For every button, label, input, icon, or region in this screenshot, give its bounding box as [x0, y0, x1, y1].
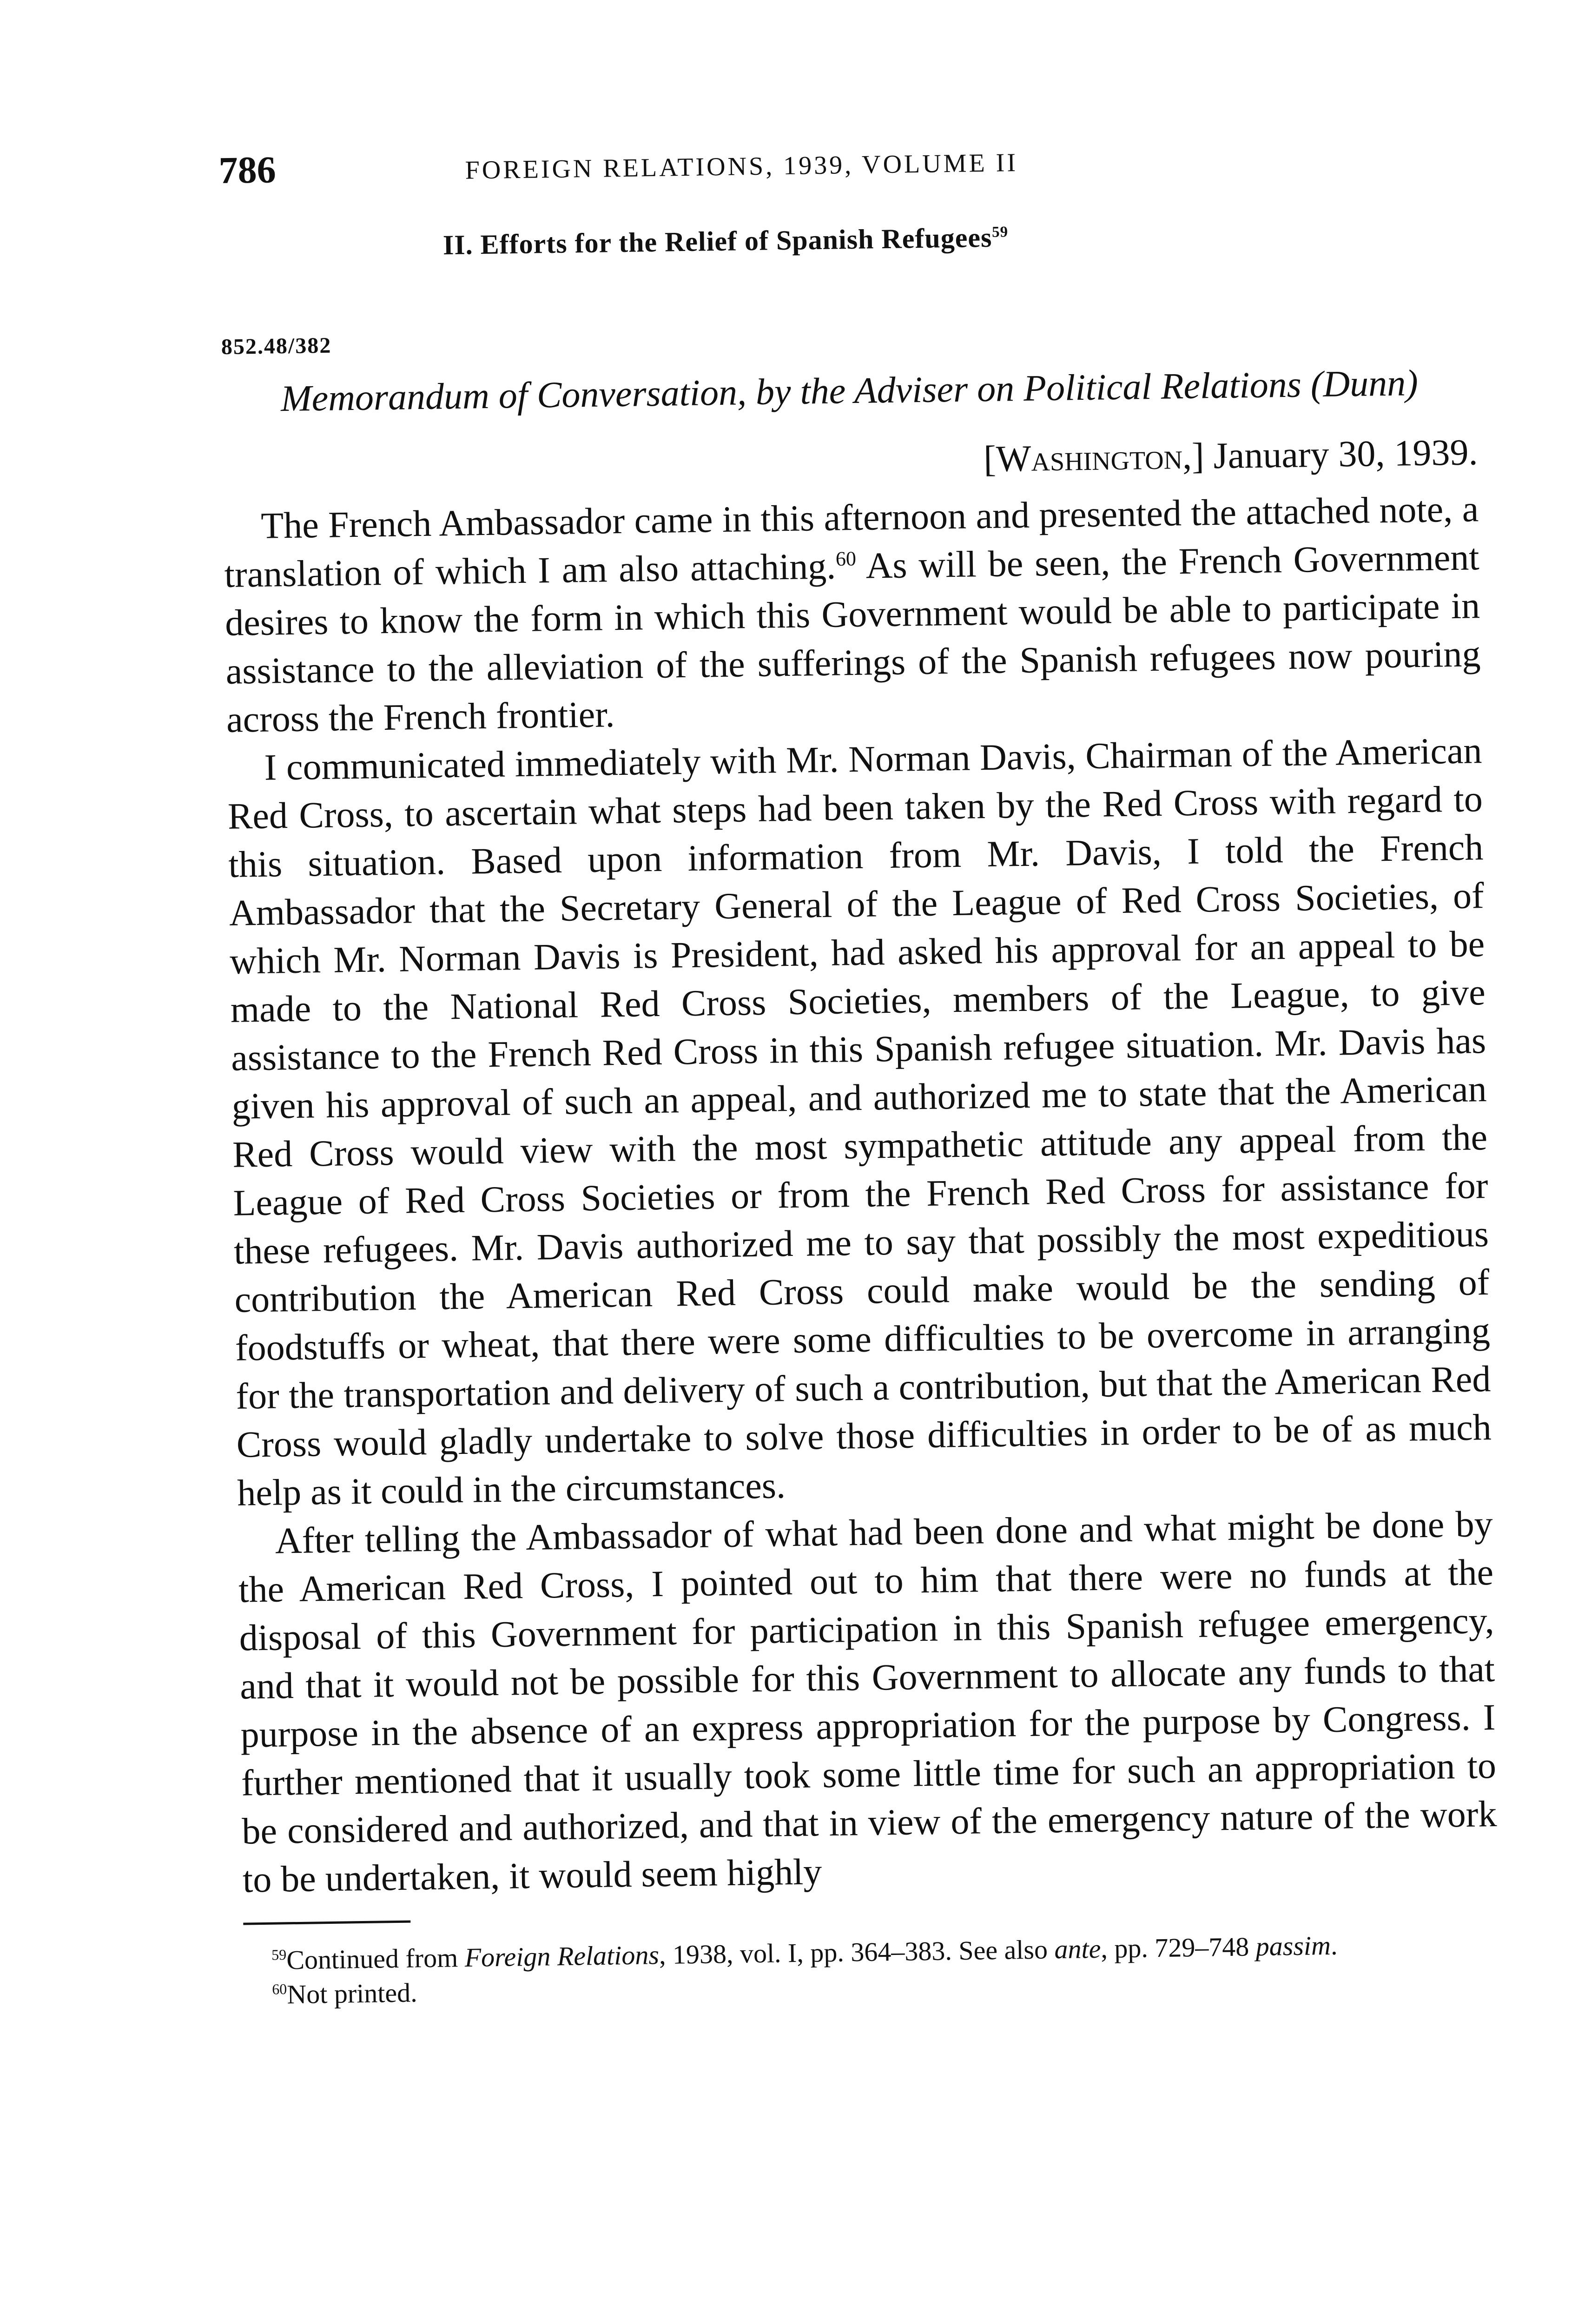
dateline	[223, 431, 1478, 491]
page-number: 786	[218, 148, 277, 191]
footnote-divider	[243, 1921, 410, 1925]
paragraph-text: As will be seen, the French Government desires to know the form in which this Government would be able to participate in assistance to the alleviation of the sufferings of the Spanish refugees now pouring across the French frontier.	[224, 537, 1481, 740]
footnote-source-title: Foreign Relations	[464, 1940, 660, 1973]
footnote-reference: 60	[835, 547, 857, 570]
body-paragraph: I communicated immediately with Mr. Norman Davis, Chairman of the American Red Cross, to ascertain what steps had been taken by the Red Cross with regard to this situation. Based upon information from Mr. Davis, I told the French Ambassador that the Secretary General of the League of Red Cross Societies, of which Mr. Norman Davis is President, had asked his approval for an appeal to be made to the National Red Cross Societies, members of the League, to give assistance to the French Red Cross in this Spanish refugee situation. Mr. Davis has given his approval of such an appeal, and authorized me to state that the American Red Cross would view with the most sympathetic attitude any appeal from the League of Red Cross Societies or from the French Red Cross for assistance for these refugees. Mr. Davis authorized me to say that possibly the most expeditious contribution the American Red Cross could make would be the sending of foodstuffs or wheat, that there were some difficulties to be overcome in arranging for the transportation and delivery of such a contribution, but that the American Red Cross would gladly undertake to solve those difficulties in order to be of as much help as it could in the circumstances.	[227, 730, 1492, 1514]
section-heading	[442, 215, 1475, 261]
footnote-marker: 59	[271, 1947, 287, 1963]
running-title: FOREIGN RELATIONS, 1939, VOLUME II	[465, 148, 1018, 185]
footnote-italic: ante	[1054, 1933, 1101, 1965]
paragraph-text: The French Ambassador came in this afternoon and presented the attached note, a translation of which I am also attaching.	[224, 489, 1479, 595]
file-number: 852.48/382	[221, 333, 332, 359]
body-paragraph: After telling the Ambassador of what had been done and what might be done by the American Red Cross, I pointed out to him that there were no funds at the disposal of this Government for participation in this Spanish refugee emergency, and that it would not be possible for this Government to allocate any funds to that purpose in the absence of an express appropriation for the purpose by Congress. I further mentioned that it usually took some little time for such an appropriation to be considered and authorized, and that in view of the emergency nature of the work to be undertaken, it would seem highly	[238, 1504, 1497, 1901]
memo-title: Memorandum of Conversation, by the Adviser on Political Relations (Dunn)	[280, 363, 1419, 420]
footnote-reference: 59	[991, 224, 1009, 241]
body-paragraph	[224, 485, 1482, 744]
footnote-text: , pp. 729–748	[1100, 1931, 1256, 1964]
footnote-text: Not printed.	[286, 1977, 418, 2010]
section-heading-text: II. Efforts for the Relief of Spanish Refugees	[442, 222, 992, 261]
footnotes	[244, 1926, 1499, 2013]
footnote-text: .	[1330, 1930, 1338, 1961]
footnote-text: Continued from	[286, 1942, 465, 1975]
footnote-marker: 60	[272, 1981, 287, 1998]
footnote-italic: passim	[1255, 1930, 1331, 1962]
memo-body	[224, 485, 1498, 1904]
footnote-text: , 1938, vol. I, pp. 364–383. See also	[659, 1934, 1055, 1970]
dateline-place: [Washington,]	[983, 436, 1205, 480]
document-page	[218, 131, 1499, 2012]
dateline-date: January 30, 1939.	[1213, 432, 1478, 477]
running-head	[218, 131, 1474, 200]
